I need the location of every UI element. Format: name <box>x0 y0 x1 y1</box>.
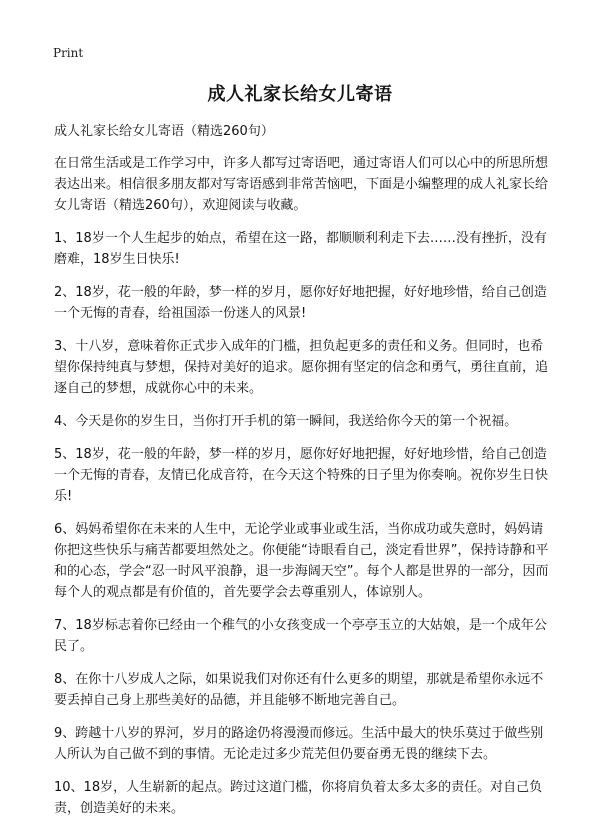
list-item: 5、18岁，花一般的年龄，梦一样的岁月，愿你好好地把握，好好地珍惜，给自己创造一个无悔的青春，友情已化成音符，在今天这个特殊的日子里为你奏响。祝你岁生日快乐! <box>54 447 549 504</box>
list-item: 3、十八岁，意味着你正式步入成年的门槛，担负起更多的责任和义务。但同时，也希望你保持纯真与梦想，保持对美好的追求。愿你拥有坚定的信念和勇气，勇往直前，追逐自己的梦想，成就你心中的未来。 <box>54 339 549 396</box>
list-item: 7、18岁标志着你已经由一个稚气的小女孩变成一个亭亭玉立的大姑娘，是一个成年公民了。 <box>54 618 547 654</box>
list-item: 10、18岁，人生崭新的起点。跨过这道门槛，你将肩负着太多太多的责任。对自己负责，创造美好的未来。 <box>54 780 543 816</box>
print-link[interactable]: Print <box>53 46 84 60</box>
list-item: 4、今天是你的岁生日，当你打开手机的第一瞬间，我送给你今天的第一个祝福。 <box>54 414 518 429</box>
list-item: 2、18岁，花一般的年龄，梦一样的岁月，愿你好好地把握，好好地珍惜，给自己创造一个无悔的青春，给祖国添一份迷人的风景! <box>54 285 547 321</box>
document-body <box>54 121 552 831</box>
document-subtitle: 成人礼家长给女儿寄语（精选260句） <box>54 124 274 139</box>
list-item: 6、妈妈希望你在未来的人生中，无论学业或事业或生活，当你成功或失意时，妈妈请你把这些快乐与痛苦都要坦然处之。你便能“诗眼看自己，淡定看世界”，保持诗静和平和的心态，学会“忍一时风平浪静，退一步海阔天空”。每个人都是世界的一部分，因而每个人的观点都是有价值的，首先要学会去尊重别人，体谅别人。 <box>54 522 549 600</box>
list-item: 8、在你十八岁成人之际，如果说我们对你还有什么更多的期望，那就是希望你永远不要丢掉自己身上那些美好的品德，并且能够不断地完善自己。 <box>54 672 544 708</box>
intro-paragraph: 在日常生活或是工作学习中，许多人都写过寄语吧，通过寄语人们可以心中的所思所想表达出来。相信很多朋友都对写寄语感到非常苦恼吧，下面是小编整理的成人礼家长给女儿寄语（精选260句），欢迎阅读与收藏。 <box>54 156 549 213</box>
list-item: 1、18岁一个人生起步的始点，希望在这一路，都顺顺利利走下去……没有挫折，没有磨难，18岁生日快乐! <box>54 231 547 267</box>
page-title: 成人礼家长给女儿寄语 <box>207 84 393 105</box>
list-item: 9、跨越十八岁的界河，岁月的路途仍将漫漫而修远。生活中最大的快乐莫过于做些别人所认为自己做不到的事情。无论走过多少荒芜但仍要奋勇无畏的继续下去。 <box>54 726 544 762</box>
